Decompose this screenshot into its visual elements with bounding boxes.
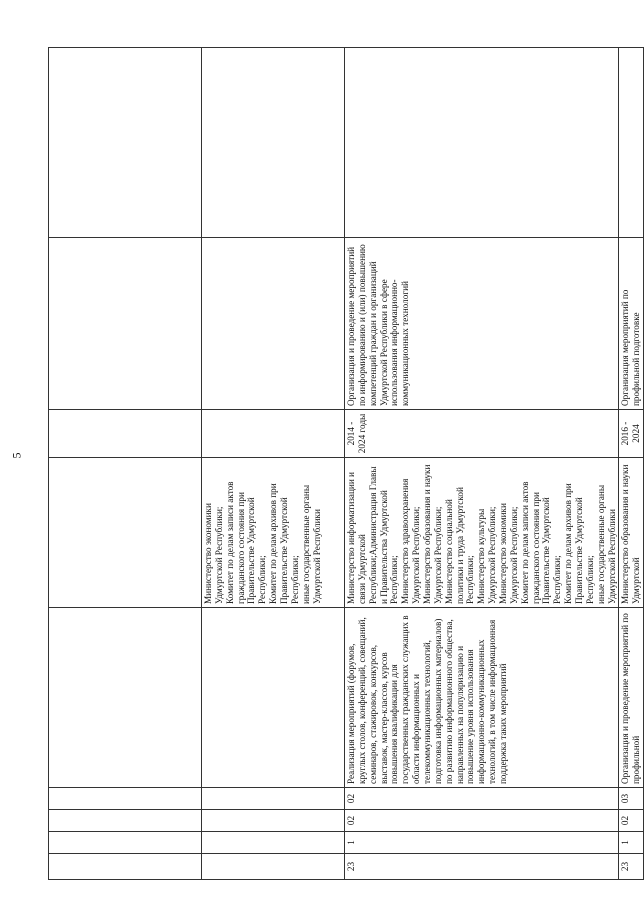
rotated-table-inner: [48, 48, 642, 880]
gp-code-cell: 23: [619, 854, 644, 880]
table-cell: [202, 788, 345, 810]
m-code-cell: 02: [345, 788, 619, 810]
program-table: [48, 47, 644, 880]
table-row: [49, 48, 202, 880]
table-cell: [49, 788, 202, 810]
expected-result-cell: Организация и проведение мероприятий по информированию и (или) повышению компетенций граждан и организаций Удмуртской Республики в сфере использования информационно-коммуникационных технологий: [345, 238, 619, 410]
table-row: [202, 48, 345, 880]
page-number: 5: [9, 452, 24, 459]
indicator-cell: [345, 48, 619, 238]
table-cell: [49, 458, 202, 608]
activity-name-cell: Организация и проведение мероприятий по профильной: [619, 608, 644, 788]
m-code-cell: 03: [619, 788, 644, 810]
gp-code-cell: 23: [345, 854, 619, 880]
responsible-cell: Министерство образования и науки Удмуртской: [619, 458, 644, 608]
pp-code-cell: 1: [619, 832, 644, 854]
table-cell: [49, 410, 202, 458]
table-cell: [49, 810, 202, 832]
table-cell: [202, 48, 345, 238]
table-cell: [49, 238, 202, 410]
om-code-cell: 02: [619, 810, 644, 832]
table-cell: [202, 810, 345, 832]
period-cell: 2016 - 2024: [619, 410, 644, 458]
table-cell: [202, 608, 345, 788]
table-cell: [202, 410, 345, 458]
om-code-cell: 02: [345, 810, 619, 832]
table-cell: [49, 608, 202, 788]
table-cell: [202, 238, 345, 410]
table-cell: [49, 832, 202, 854]
table-cell: [202, 832, 345, 854]
pp-code-cell: 1: [345, 832, 619, 854]
table-cell: [49, 854, 202, 880]
expected-result-cell: Организация мероприятий по профильной подготовке: [619, 238, 644, 410]
table-cell: [49, 48, 202, 238]
responsible-cell: Министерство информатизации и связи Удмуртской Республики;Администрация Главы и Правительства Удмуртской Республики; Министерство здравоохранения Удмуртской Республики; Министерство образования и науки Удмуртской Республики; Министерство социальной политики и труда Удмуртской Республики; Министерство культуры Удмуртской Республики; Министерство экономики Удмуртской Республики; Комитет по делам записи актов гражданского состояния при Правительстве Удмуртской Республики; Комитет по делам архивов при Правительстве Удмуртской Республики; иные государственные органы Удмуртской Республики: [345, 458, 619, 608]
rotated-table-wrapper: [48, 48, 642, 880]
table-row: [619, 48, 644, 880]
table-cell: [202, 854, 345, 880]
indicator-cell: [619, 48, 644, 238]
period-cell: 2014 - 2024 годы: [345, 410, 619, 458]
activity-name-cell: Реализация мероприятий (форумов, круглых столов, конференций, совещаний, семинаров, стажировок, конкурсов, выставок, мастер-классов, курсов повышения квалификации для государственных гражданских служащих в области информационных и телекоммуникационных технологий, подготовка информационных материалов) по развитию информационного общества, направленных на популяризацию и повышение уровня использования информационно-коммуникационных технологий, в том числе информационная поддержка таких мероприятий: [345, 608, 619, 788]
responsible-cell: Министерство экономики Удмуртской Республики; Комитет по делам записи актов гражданского состояния при Правительстве Удмуртской Республики; Комитет по делам архивов при Правительстве Удмуртской Республики; иные государственные органы Удмуртской Республики: [202, 458, 345, 608]
table-row: [345, 48, 619, 880]
